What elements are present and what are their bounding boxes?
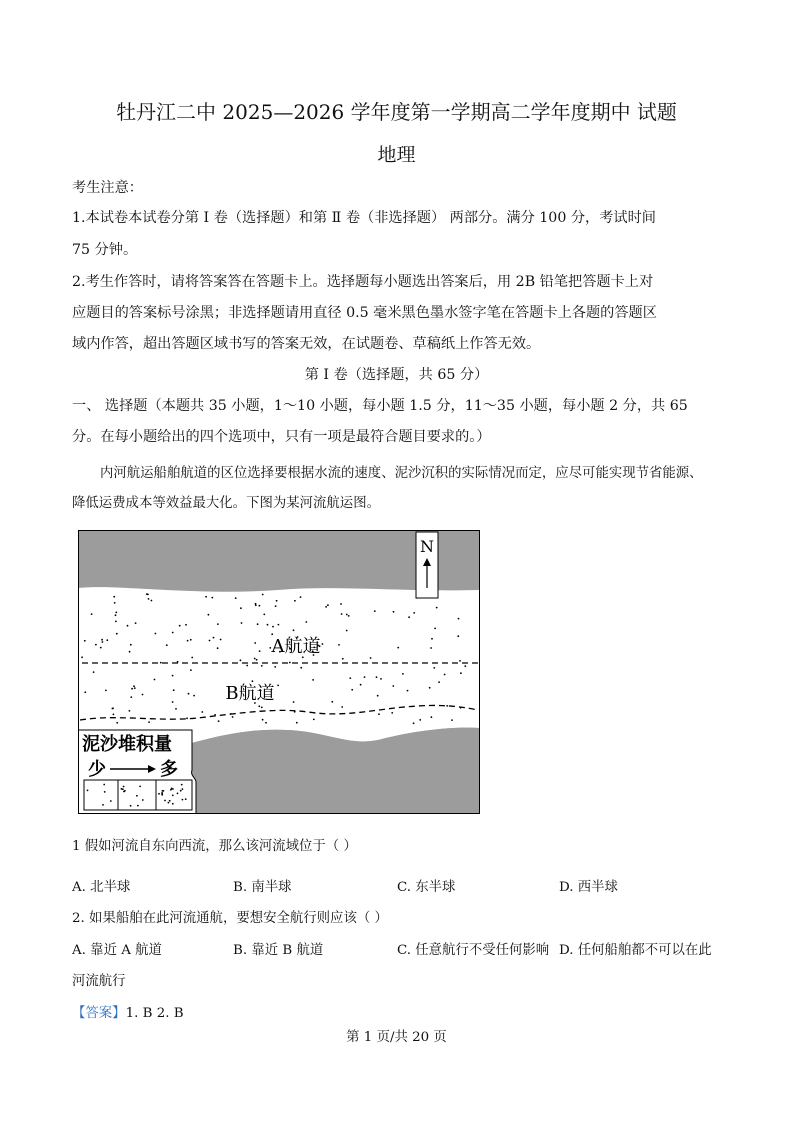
notice-item-2-line-1: 2.考生作答时，请将答案答在答题卡上。选择题每小题选出答案后，用 2B 铅笔把答题卡上对	[72, 274, 654, 290]
legend-dot	[169, 800, 171, 802]
question-2-option-c: C. 任意航行不受任何影响	[397, 943, 550, 958]
sediment-dot	[262, 594, 264, 596]
sediment-dot	[129, 710, 131, 712]
legend-few-label: 少	[88, 759, 106, 780]
sediment-dot	[187, 640, 189, 642]
sediment-dot	[193, 695, 195, 697]
sediment-dot	[84, 691, 86, 693]
sediment-dot	[258, 705, 260, 707]
sediment-dot	[271, 633, 273, 635]
answer-text: 1. B 2. B	[125, 1006, 184, 1021]
sediment-dot	[322, 643, 324, 645]
sediment-dot	[172, 632, 174, 634]
sediment-dot	[127, 625, 129, 627]
sediment-dot	[430, 647, 432, 649]
sediment-dot	[112, 708, 114, 710]
section-heading: 第 Ⅰ 卷（选择题，共 65 分）	[304, 367, 489, 383]
notice-item-1-line-2: 75 分钟。	[72, 242, 138, 258]
answer-tag: 【答案】	[72, 1006, 126, 1021]
sediment-dot	[172, 675, 174, 677]
sediment-dot	[294, 711, 296, 713]
sediment-dot	[84, 640, 86, 642]
sediment-dot	[105, 690, 107, 692]
notice-item-2-line-3: 域内作答，超出答题区域书写的答案无效，在试题卷、草稿纸上作答无效。	[72, 336, 541, 352]
sediment-dot	[179, 625, 181, 627]
notice-label: 考生注意：	[72, 180, 143, 196]
legend-dot	[181, 784, 183, 786]
sediment-dot	[464, 665, 466, 667]
sediment-dot	[148, 598, 150, 600]
sediment-dot	[327, 604, 329, 606]
passage-line-1: 内河航运船舶航道的区位选择要根据水流的速度、泥沙沉积的实际情况而定，应尽可能实现节省能源、	[100, 466, 703, 481]
sediment-dot	[201, 711, 203, 713]
sediment-dot	[102, 641, 104, 643]
channel-a-label: A航道	[271, 636, 321, 657]
sediment-dot	[349, 677, 351, 679]
sediment-dot	[131, 688, 133, 690]
sediment-dot	[190, 639, 192, 641]
sediment-dot	[106, 639, 108, 641]
answer-line	[72, 1002, 184, 1021]
subject-title: 地理	[377, 144, 416, 166]
question-2-option-a: A. 靠近 A 航道	[72, 943, 162, 958]
sediment-dot	[419, 719, 421, 721]
notice-item-1-line-1: 1.本试卷本试卷分第 Ⅰ 卷（选择题）和第 Ⅱ 卷（非选择题） 两部分。满分 100 分，考试时间	[72, 210, 656, 226]
sediment-dot	[300, 596, 302, 598]
sediment-dot	[218, 720, 220, 722]
sediment-dot	[113, 714, 115, 716]
sediment-dot	[458, 618, 460, 620]
legend-dot	[122, 788, 124, 790]
sediment-dot	[460, 672, 462, 674]
sediment-dot	[460, 707, 462, 709]
question-1-option-a: A. 北半球	[72, 880, 131, 895]
sediment-dot	[100, 647, 102, 649]
sediment-dot	[413, 612, 415, 614]
sediment-dot	[429, 687, 431, 689]
sediment-dot	[255, 604, 257, 606]
sediment-dot	[130, 696, 132, 698]
sediment-dot	[277, 685, 279, 687]
sediment-dot	[91, 613, 93, 615]
sediment-dot	[261, 665, 263, 667]
sediment-dot	[256, 659, 258, 661]
sediment-dot	[230, 713, 232, 715]
sediment-dot	[240, 607, 242, 609]
sediment-dot	[446, 705, 448, 707]
question-2-option-d-continuation: 河流航行	[72, 974, 126, 989]
sediment-dot	[261, 707, 263, 709]
notice-item-2-line-2: 应题目的答案标号涂黑；非选择题请用直径 0.5 毫米黑色墨水签字笔在答题卡上各题的答题区	[72, 305, 657, 321]
sediment-dot	[444, 674, 446, 676]
sediment-dot	[185, 624, 187, 626]
sediment-dot	[360, 684, 362, 686]
sediment-dot	[267, 624, 269, 626]
sediment-dot	[259, 650, 261, 652]
legend-dot	[137, 805, 139, 807]
legend-dot	[161, 793, 163, 795]
sediment-dot	[133, 685, 135, 687]
sediment-dot	[114, 602, 116, 604]
sediment-dot	[213, 637, 215, 639]
sediment-dot	[217, 647, 219, 649]
sediment-dot	[147, 594, 149, 596]
sediment-dot	[148, 721, 150, 723]
sediment-dot	[431, 716, 433, 718]
legend-dot	[180, 790, 182, 792]
sediment-dot	[331, 701, 333, 703]
section-instruction-line-1: 一、 选择题（本题共 35 小题，1～10 小题，每小题 1.5 分，11～35 小题，每小题 2 分，共 65	[72, 398, 688, 414]
page-number: 第 1 页/共 20 页	[346, 1030, 447, 1045]
channel-b-label: B航道	[225, 683, 275, 704]
sediment-dot	[254, 658, 256, 660]
sediment-dot	[263, 614, 265, 616]
sediment-dot	[294, 600, 296, 602]
sediment-dot	[142, 694, 144, 696]
sediment-dot	[341, 706, 343, 708]
sediment-dot	[364, 676, 366, 678]
sediment-dot	[151, 600, 153, 602]
sediment-dot	[220, 639, 222, 641]
sediment-dot	[93, 671, 95, 673]
sediment-dot	[259, 605, 261, 607]
sediment-dot	[312, 679, 314, 681]
legend-dot	[158, 793, 160, 795]
sediment-dot	[115, 614, 117, 616]
sediment-dot	[278, 624, 280, 626]
legend-dot	[185, 798, 187, 800]
sediment-dot	[95, 644, 97, 646]
sediment-dot	[191, 657, 193, 659]
sediment-dot	[275, 605, 277, 607]
sediment-dot	[313, 719, 315, 721]
sediment-dot	[262, 719, 264, 721]
sediment-dot	[346, 614, 348, 616]
sediment-dot	[116, 722, 118, 724]
sediment-dot	[340, 603, 342, 605]
legend-dot	[130, 805, 132, 807]
sediment-dot	[457, 635, 459, 637]
legend-dot	[164, 800, 166, 802]
sediment-dot	[81, 656, 83, 658]
sediment-dot	[246, 665, 248, 667]
sediment-dot	[235, 597, 237, 599]
sediment-dot	[296, 722, 298, 724]
sediment-dot	[413, 722, 415, 724]
sediment-dot	[190, 669, 192, 671]
sediment-dot	[211, 597, 213, 599]
legend-dot	[172, 803, 174, 805]
sediment-dot	[434, 628, 436, 630]
sediment-dot	[130, 644, 132, 646]
sediment-dot	[351, 689, 353, 691]
sediment-dot	[338, 644, 340, 646]
legend-dot	[142, 799, 144, 801]
sediment-dot	[305, 621, 307, 623]
sediment-dot	[115, 621, 117, 623]
legend-dot	[104, 791, 106, 793]
sediment-dot	[407, 690, 409, 692]
sediment-dot	[378, 713, 380, 715]
sediment-dot	[377, 695, 379, 697]
legend-dot	[182, 788, 184, 790]
sediment-dot	[436, 607, 438, 609]
passage-line-2: 降低运费成本等效益最大化。下图为某河流航运图。	[72, 496, 380, 511]
legend-dot	[168, 802, 170, 804]
legend-dot	[123, 791, 125, 793]
legend-dot	[139, 786, 141, 788]
sediment-dot	[433, 667, 435, 669]
sediment-dot	[325, 606, 327, 608]
sediment-dot	[293, 629, 295, 631]
legend-dot	[172, 795, 174, 797]
sediment-dot	[160, 662, 162, 664]
sediment-dot	[380, 678, 382, 680]
legend-dot	[87, 790, 89, 792]
legend-title: 泥沙堆积量	[82, 734, 172, 755]
sediment-dot	[113, 596, 115, 598]
legend-dot	[136, 795, 138, 797]
sediment-dot	[214, 714, 216, 716]
legend-dot	[110, 800, 112, 802]
sediment-dot	[129, 651, 131, 653]
sediment-dot	[217, 623, 219, 625]
legend-dot	[123, 786, 125, 788]
sediment-dot	[342, 658, 344, 660]
sediment-dot	[208, 614, 210, 616]
sediment-dot	[397, 647, 399, 649]
sediment-dot	[272, 626, 274, 628]
sediment-dot	[172, 701, 174, 703]
legend-dot	[162, 790, 164, 792]
sediment-dot	[438, 681, 440, 683]
sediment-dot	[431, 638, 433, 640]
sediment-dot	[254, 642, 256, 644]
sediment-dot	[341, 613, 343, 615]
legend-dot	[182, 799, 184, 801]
sediment-dot	[240, 659, 242, 661]
sediment-dot	[166, 644, 168, 646]
sediment-dot	[293, 701, 295, 703]
sediment-dot	[289, 662, 291, 664]
sediment-dot	[376, 676, 378, 678]
sediment-dot	[116, 633, 118, 635]
sediment-dot	[155, 633, 157, 635]
legend-dot	[103, 784, 105, 786]
sediment-dot	[348, 615, 350, 617]
sediment-dot	[402, 673, 404, 675]
sediment-dot	[232, 716, 234, 718]
exam-title: 牡丹江二中 2025—2026 学年度第一学期高二学年度期中 试题	[116, 100, 677, 124]
legend-swatch-low	[84, 780, 118, 810]
sediment-dot	[173, 689, 175, 691]
sediment-dot	[451, 719, 453, 721]
question-2-stem: 2. 如果船舶在此河流通航，要想安全航行则应该（ ）	[72, 911, 388, 926]
sediment-dot	[175, 708, 177, 710]
question-2-option-d: D. 任何船舶都不可以在此	[559, 943, 712, 958]
sediment-dot	[265, 722, 267, 724]
sediment-dot	[370, 657, 372, 659]
legend-dot	[170, 789, 172, 791]
sediment-dot	[101, 639, 103, 641]
question-2-option-b: B. 靠近 B 航道	[233, 943, 324, 958]
sediment-dot	[459, 660, 461, 662]
north-label: N	[420, 537, 434, 556]
sediment-dot	[300, 667, 302, 669]
sediment-dot	[252, 680, 254, 682]
sediment-dot	[257, 623, 259, 625]
sediment-dot	[391, 712, 393, 714]
sediment-dot	[393, 611, 395, 613]
question-1-option-d: D. 西半球	[559, 880, 618, 895]
legend-dot	[177, 793, 179, 795]
question-1-stem: 1 假如河流自东向西流，那么该河流域位于（ ）	[72, 839, 357, 854]
sediment-dot	[154, 679, 156, 681]
sediment-dot	[205, 596, 207, 598]
question-1-option-b: B. 南半球	[233, 880, 292, 895]
sediment-dot	[115, 612, 117, 614]
river-navigation-map	[78, 530, 480, 814]
sediment-dot	[408, 616, 410, 618]
sediment-dot	[134, 687, 136, 689]
question-1-option-c: C. 东半球	[397, 880, 456, 895]
section-instruction-line-2: 分。在每小题给出的四个选项中，只有一项是最符合题目要求的。）	[72, 429, 491, 445]
sediment-dot	[188, 693, 190, 695]
sediment-dot	[135, 622, 137, 624]
legend-many-label: 多	[160, 759, 178, 780]
sediment-dot	[276, 600, 278, 602]
sediment-dot	[346, 630, 348, 632]
sediment-dot	[392, 685, 394, 687]
sediment-dot	[374, 610, 376, 612]
sediment-dot	[209, 640, 211, 642]
sediment-dot	[241, 622, 243, 624]
river-water	[78, 587, 480, 747]
sediment-dot	[274, 666, 276, 668]
sediment-dot	[186, 717, 188, 719]
sediment-dot	[177, 661, 179, 663]
legend-dot	[102, 804, 104, 806]
